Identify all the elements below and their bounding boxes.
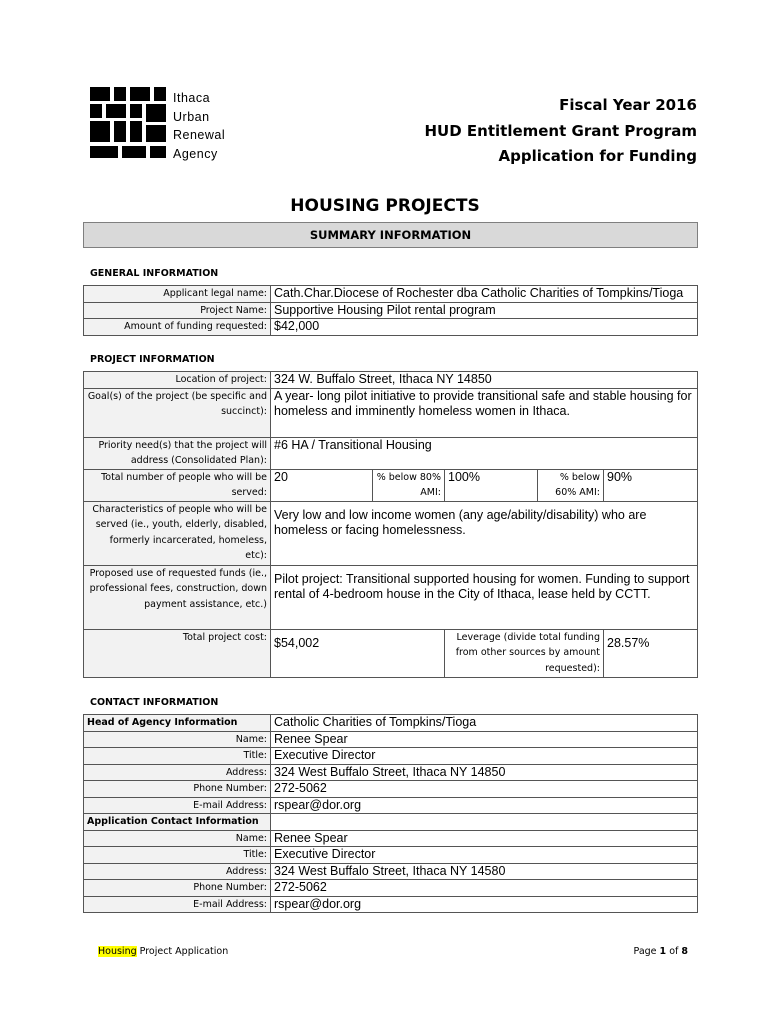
general-heading: GENERAL INFORMATION: [90, 268, 219, 279]
contact-title-field[interactable]: Executive Director: [271, 847, 698, 864]
goals-label: Goal(s) of the project (be specific and succinct):: [84, 388, 271, 437]
location-label: Location of project:: [84, 372, 271, 389]
table-row: [84, 469, 698, 501]
contact-name-label: Name:: [84, 830, 271, 847]
location-field[interactable]: 324 W. Buffalo Street, Ithaca NY 14850: [271, 372, 698, 389]
total-cost-field[interactable]: $54,002: [271, 629, 445, 677]
project-heading: PROJECT INFORMATION: [90, 354, 215, 365]
table-row: [84, 286, 698, 303]
logo-mark-icon: [90, 87, 166, 160]
table-row: [84, 847, 698, 864]
below-60-ami-field[interactable]: 90%: [604, 469, 698, 501]
general-table: [83, 285, 698, 336]
logo-line: Urban: [173, 109, 210, 124]
contact-address-field[interactable]: 324 West Buffalo Street, Ithaca NY 14580: [271, 863, 698, 880]
head-address-field[interactable]: 324 West Buffalo Street, Ithaca NY 14850: [271, 764, 698, 781]
applicant-name-label: Applicant legal name:: [84, 286, 271, 303]
table-row: [84, 731, 698, 748]
contact-email-label: E-mail Address:: [84, 896, 271, 913]
head-email-label: E-mail Address:: [84, 797, 271, 814]
table-row: [84, 437, 698, 469]
table-row: [84, 565, 698, 629]
table-row: [84, 830, 698, 847]
logo-text: [173, 89, 225, 163]
page-number: [634, 946, 688, 957]
footer-label: Project Application: [136, 946, 229, 957]
table-row: [84, 372, 698, 389]
table-row: [84, 781, 698, 798]
contact-phone-field[interactable]: 272-5062: [271, 880, 698, 897]
logo-line: Ithaca: [173, 91, 211, 105]
funding-amount-field[interactable]: $42,000: [271, 319, 698, 336]
below-80-ami-label: % below 80% AMI:: [373, 469, 445, 501]
footer-application-name: [98, 946, 228, 957]
summary-bar: SUMMARY INFORMATION: [83, 222, 698, 248]
priority-label: Priority need(s) that the project will address (Consolidated Plan):: [84, 437, 271, 469]
priority-field[interactable]: #6 HA / Transitional Housing: [271, 437, 698, 469]
table-row: [84, 319, 698, 336]
contact-title-label: Title:: [84, 847, 271, 864]
head-phone-field[interactable]: 272-5062: [271, 781, 698, 798]
head-email-field[interactable]: rspear@dor.org: [271, 797, 698, 814]
leverage-field[interactable]: 28.57%: [604, 629, 698, 677]
funding-amount-label: Amount of funding requested:: [84, 319, 271, 336]
head-name-label: Name:: [84, 731, 271, 748]
page-prefix: Page: [633, 946, 660, 957]
table-row: [84, 715, 698, 732]
contact-heading: CONTACT INFORMATION: [90, 697, 219, 708]
proposed-use-label: Proposed use of requested funds (ie., professional fees, construction, down payment assistance, etc.): [84, 565, 271, 629]
total-cost-label: Total project cost:: [84, 629, 271, 677]
head-address-label: Address:: [84, 764, 271, 781]
table-row: [84, 880, 698, 897]
goals-field[interactable]: A year- long pilot initiative to provide transitional safe and stable housing for homeless and imminently homeless women in Ithaca.: [271, 388, 698, 437]
table-row: [84, 629, 698, 677]
applicant-name-field[interactable]: Cath.Char.Diocese of Rochester dba Catholic Charities of Tompkins/Tioga: [271, 286, 698, 303]
contact-phone-label: Phone Number:: [84, 880, 271, 897]
footer-highlight: Housing: [98, 946, 137, 957]
page-total: 8: [681, 946, 688, 957]
project-table: [83, 371, 698, 678]
application-contact-field[interactable]: [271, 814, 698, 831]
leverage-label: Leverage (divide total funding from other sources by amount requested):: [445, 629, 604, 677]
project-name-field[interactable]: Supportive Housing Pilot rental program: [271, 302, 698, 319]
head-phone-label: Phone Number:: [84, 781, 271, 798]
head-title-label: Title:: [84, 748, 271, 765]
logo-line: Renewal: [173, 128, 226, 142]
characteristics-label: Characteristics of people who will be served (ie., youth, elderly, disabled, formerly incarcerated, homeless, etc):: [84, 501, 271, 565]
characteristics-field[interactable]: Very low and low income women (any age/ability/disability) who are homeless or facing homelessness.: [271, 501, 698, 565]
people-served-label: Total number of people who will be served:: [84, 469, 271, 501]
application-type: Application for Funding: [498, 147, 697, 165]
logo-line: Agency: [173, 146, 218, 161]
table-row: [84, 764, 698, 781]
head-name-field[interactable]: Renee Spear: [271, 731, 698, 748]
page-mid: of: [666, 946, 682, 957]
table-row: [84, 748, 698, 765]
table-row: [84, 863, 698, 880]
head-title-field[interactable]: Executive Director: [271, 748, 698, 765]
people-served-field[interactable]: 20: [271, 469, 373, 501]
contact-name-field[interactable]: Renee Spear: [271, 830, 698, 847]
table-row: [84, 302, 698, 319]
fiscal-year: Fiscal Year 2016: [559, 96, 697, 114]
below-80-ami-field[interactable]: 100%: [445, 469, 538, 501]
page-current: 1: [659, 946, 667, 957]
below-60-ami-label: % below 60% AMI:: [538, 469, 604, 501]
table-row: [84, 797, 698, 814]
application-contact-label: Application Contact Information: [84, 814, 271, 831]
head-of-agency-field[interactable]: Catholic Charities of Tompkins/Tioga: [271, 715, 698, 732]
table-row: [84, 896, 698, 913]
proposed-use-field[interactable]: Pilot project: Transitional supported housing for women. Funding to support rental of 4-bedroom house in the City of Ithaca, lease held by CCTT.: [271, 565, 698, 629]
table-row: [84, 814, 698, 831]
head-of-agency-label: Head of Agency Information: [84, 715, 271, 732]
page-title: HOUSING PROJECTS: [290, 196, 480, 216]
contact-address-label: Address:: [84, 863, 271, 880]
table-row: [84, 501, 698, 565]
contact-table: [83, 714, 698, 913]
contact-email-field[interactable]: rspear@dor.org: [271, 896, 698, 913]
table-row: [84, 388, 698, 437]
document-header: [425, 93, 698, 170]
project-name-label: Project Name:: [84, 302, 271, 319]
program-name: HUD Entitlement Grant Program: [424, 121, 697, 140]
